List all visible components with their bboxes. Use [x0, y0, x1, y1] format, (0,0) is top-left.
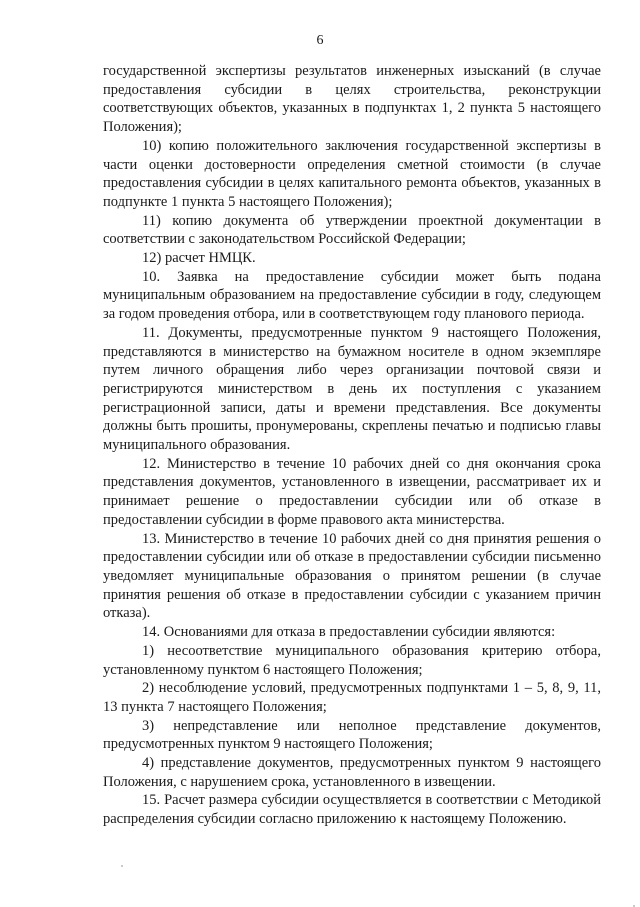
paragraph: 1) несоответствие муниципального образования критерию отбора, установленному пунктом 6 настоящего Положения;: [103, 642, 601, 678]
document-body: [103, 62, 601, 829]
paragraph: 2) несоблюдение условий, предусмотренных подпунктами 1 – 5, 8, 9, 11, 13 пункта 7 настоящего Положения;: [103, 680, 601, 715]
paragraph: государственной экспертизы результатов инженерных изысканий (в случае предоставления субсидии в целях строительства, реконструкции соответствующих объектов, указанных в подпунктах 1, 2 пункта 5 настоящего Положения);: [103, 63, 601, 136]
paragraph: 10) копию положительного заключения государственной экспертизы в части оценки достоверности определения сметной стоимости (в случае предоставления субсидии в целях капитального ремонта объектов, указанных в подпункте 1 пункта 5 настоящего Положения);: [103, 137, 601, 210]
paragraph: 10. Заявка на предоставление субсидии может быть подана муниципальным образованием на предоставление субсидии в году, следующем за годом проведения отбора, или в соответствующем году планового периода.: [103, 268, 601, 323]
paragraph: 11) копию документа об утверждении проектной документации в соответствии с законодательством Российской Федерации;: [103, 212, 601, 248]
page-number: 6: [316, 33, 324, 48]
paragraph: 12) расчет НМЦК.: [142, 250, 256, 267]
paragraph: 4) представление документов, предусмотренных пунктом 9 настоящего Положения, с нарушением срока, установленного в извещении.: [103, 755, 601, 790]
paragraph: 15. Расчет размера субсидии осуществляется в соответствии с Методикой распределения субсидии согласно приложению к настоящему Положению.: [103, 792, 601, 828]
paragraph: 11. Документы, предусмотренные пунктом 9 настоящего Положения, представляются в министерство на бумажном носителе в одном экземпляре путем личного обращения либо через организации почтовой связи и регистрируются министерством в день их поступления с указанием регистрационной записи, даты и времени представления. Все документы должны быть прошиты, пронумерованы, скреплены печатью и подписью главы муниципального образования.: [103, 324, 601, 454]
paragraph: 3) непредставление или неполное представление документов, предусмотренных пунктом 9 настоящего Положения;: [103, 717, 601, 753]
paragraph: 12. Министерство в течение 10 рабочих дней со дня окончания срока представления документов, установленного в извещении, рассматривает их и принимает решение о предоставлении субсидии или об отказе в предоставлении субсидии в форме правового акта министерства.: [103, 455, 601, 528]
scan-speck: [121, 865, 123, 867]
paragraph: 13. Министерство в течение 10 рабочих дней со дня принятия решения о предоставлении субсидии или об отказе в предоставлении субсидии письменно уведомляет муниципальные образования о принятом решении (в случае принятия решения об отказе в предоставлении субсидии с указанием причин отказа).: [103, 530, 601, 622]
paragraph: 14. Основаниями для отказа в предоставлении субсидии являются:: [142, 624, 556, 641]
